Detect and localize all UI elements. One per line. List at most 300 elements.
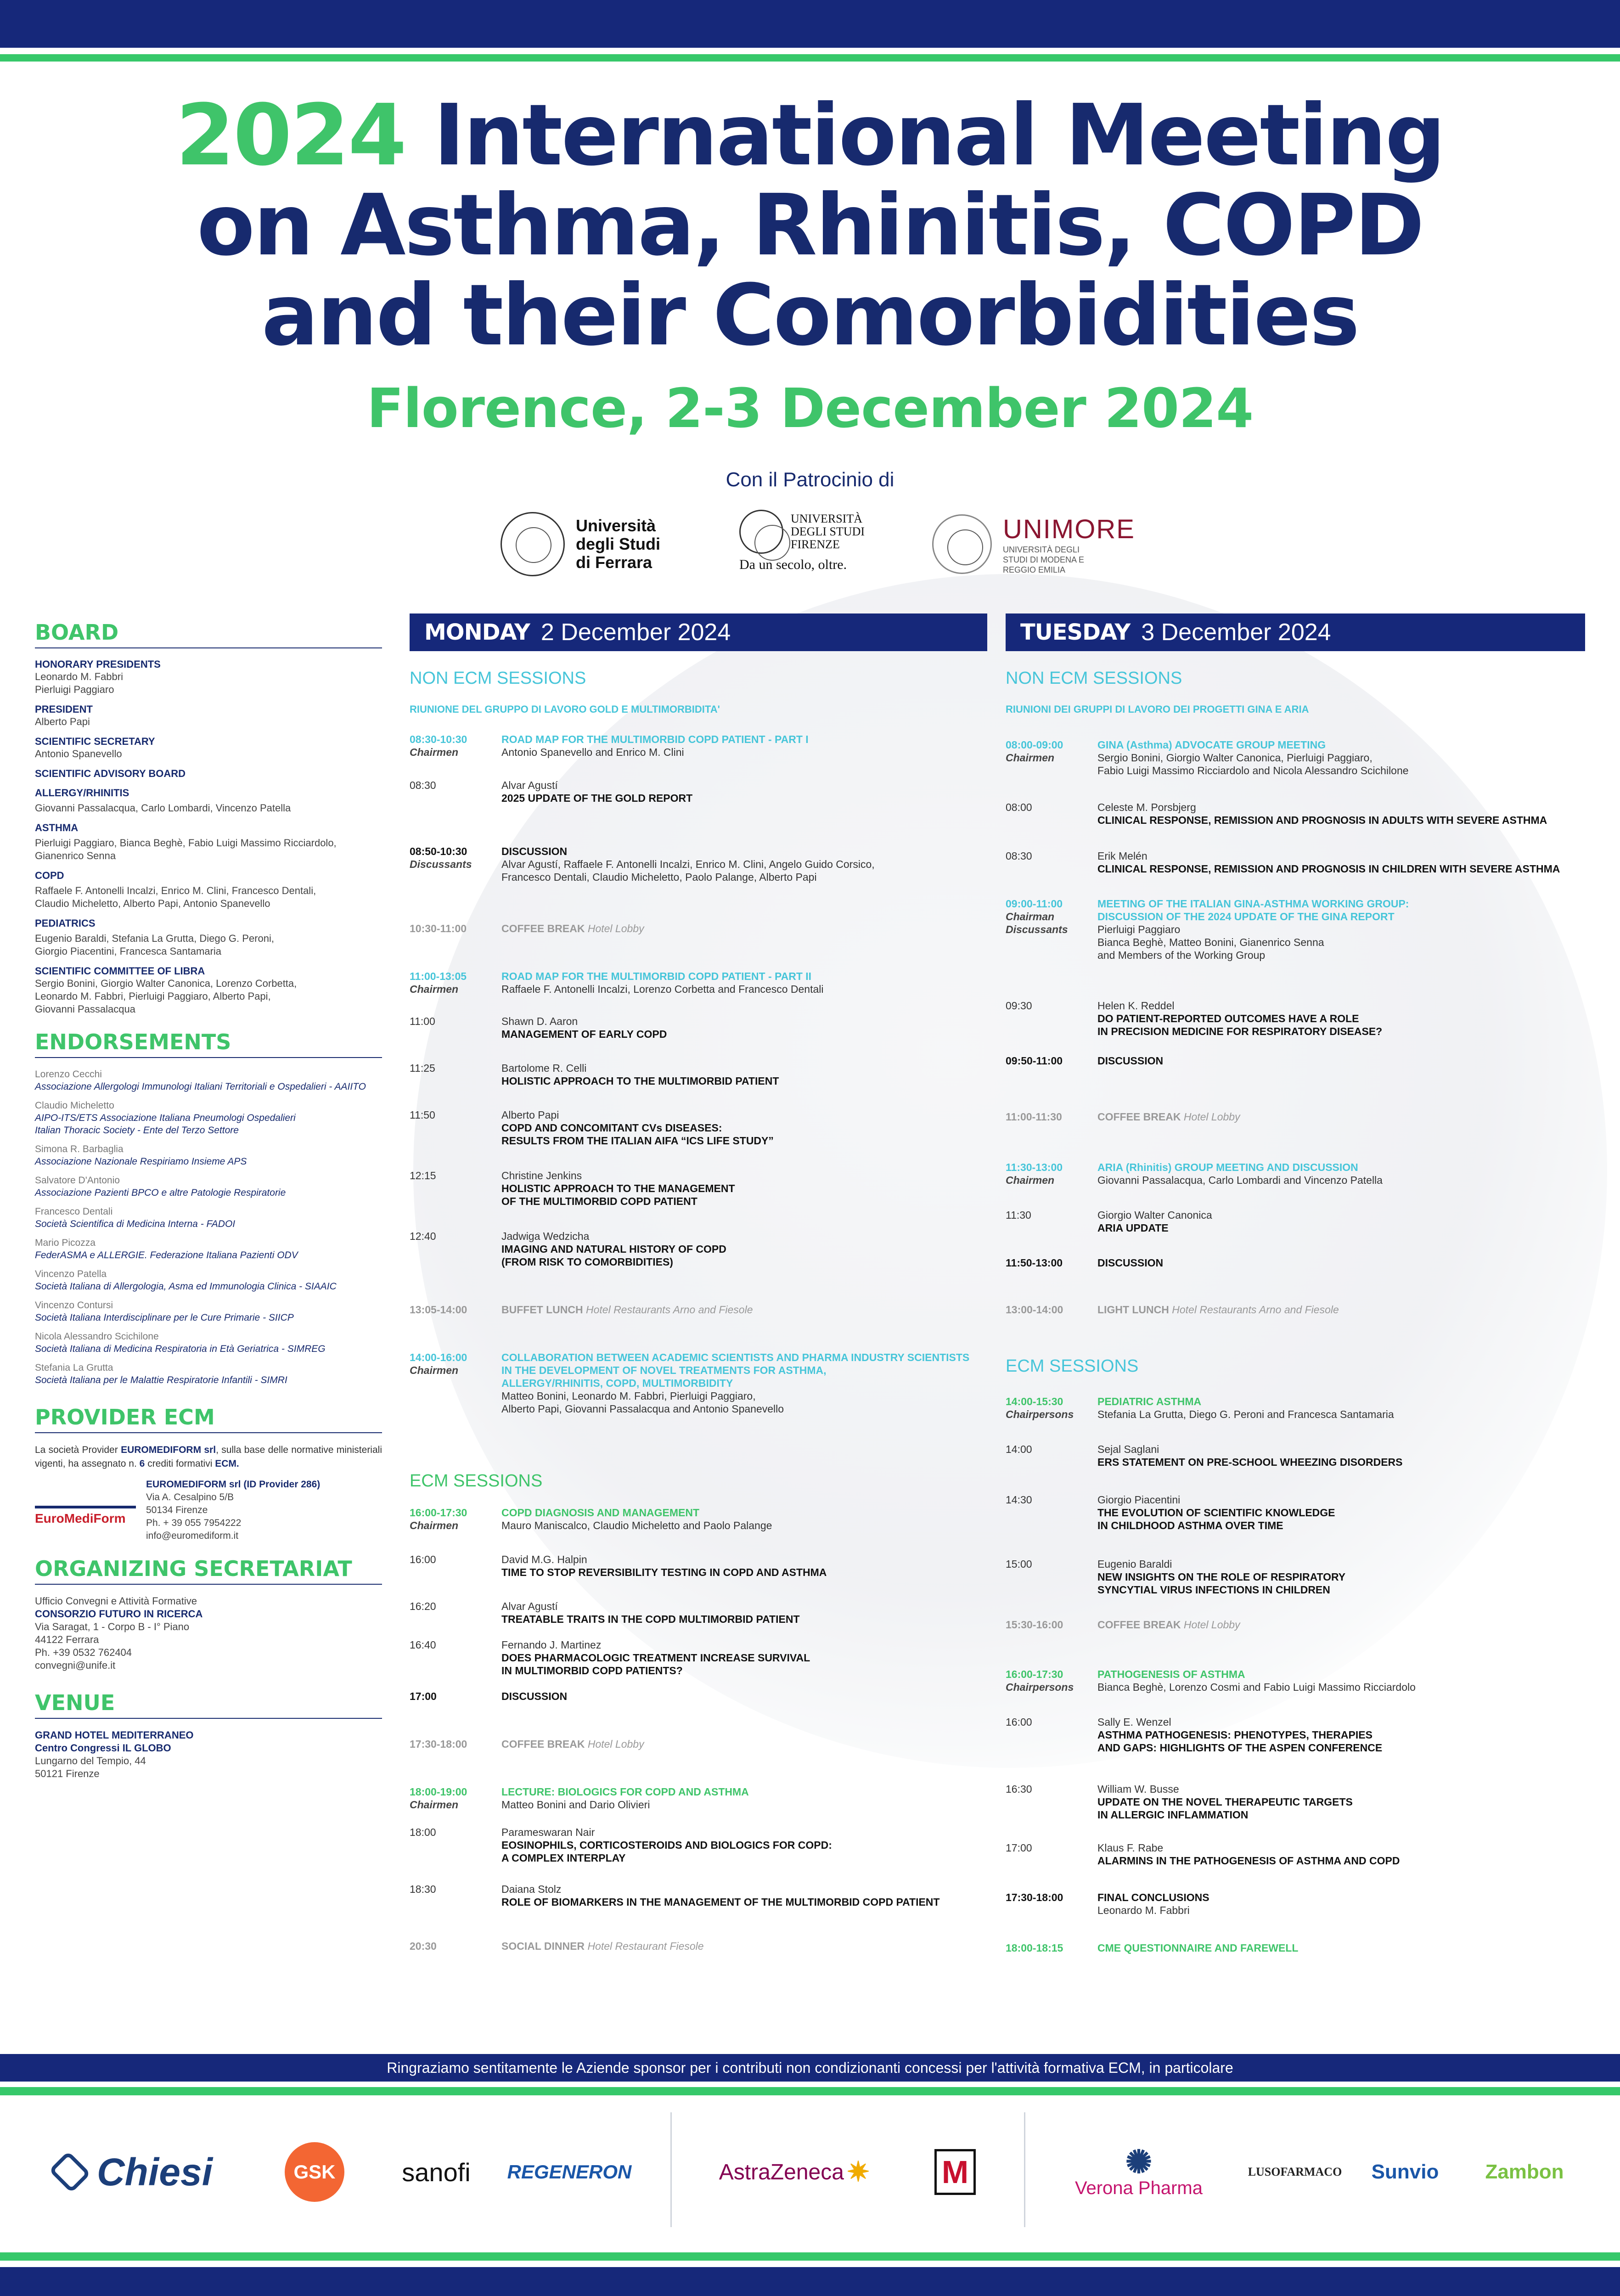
row-content [501, 845, 988, 884]
session-chairs: Raffaele F. Antonelli Incalzi, Lorenzo Corbetta and Francesco Dentali [501, 983, 824, 995]
row-content [501, 1785, 988, 1811]
speaker-name: Sally E. Wenzel [1097, 1716, 1171, 1728]
row-role: Chairman Discussants [1006, 911, 1068, 935]
speaker-name: Erik Melén [1097, 850, 1148, 862]
unifi-seal-icon [739, 510, 783, 554]
row-content [501, 1690, 988, 1703]
board-groups [35, 658, 382, 1016]
verona-pharma-logo [1052, 2103, 1226, 2241]
talk-title: ALARMINS IN THE PATHOGENESIS OF ASTHMA AND COPD [1097, 1855, 1400, 1867]
row-time [410, 1109, 501, 1121]
speaker-name: Sejal Saglani [1097, 1443, 1159, 1455]
row-content [1097, 1395, 1584, 1421]
provider-details [146, 1478, 320, 1542]
row-time [410, 922, 501, 935]
sunvio-logo [1359, 2103, 1451, 2241]
endorsement-item [35, 1099, 382, 1137]
endorsement-org: Associazione Allergologi Immunologi Italiani Territoriali e Ospedalieri - AAIITO [35, 1081, 366, 1092]
speaker-name: Shawn D. Aaron [501, 1015, 578, 1027]
row-time [1006, 1256, 1097, 1269]
row-content [1097, 1303, 1584, 1316]
row-time-value: 16:40 [410, 1639, 436, 1651]
row-time-value: 08:50-10:30 [410, 845, 467, 857]
row-content [501, 1883, 988, 1908]
zambon-text: Zambon [1485, 2161, 1564, 2183]
board-group-names: Raffaele F. Antonelli Incalzi, Enrico M. Clini, Francesco Dentali, Claudio Micheletto, Alberto Papi, Antonio Spanevello [35, 885, 316, 909]
endorsement-name: Stefania La Grutta [35, 1362, 113, 1373]
sanofi-text: sanofi [402, 2157, 471, 2187]
endorsement-item [35, 1068, 382, 1093]
row-time [410, 779, 501, 792]
row-time [1006, 801, 1097, 814]
row-time [410, 1062, 501, 1075]
row-time [1006, 1941, 1097, 1954]
row-time-value: 14:00-15:30 [1006, 1396, 1063, 1407]
row-content [501, 1062, 988, 1087]
endorsement-name: Nicola Alessandro Scichilone [35, 1331, 159, 1342]
board-group-names: Antonio Spanevello [35, 748, 122, 760]
row-content [1097, 801, 1584, 827]
break-item [1097, 1303, 1584, 1316]
talk-title: DO PATIENT-REPORTED OUTCOMES HAVE A ROLE IN PRECISION MEDICINE FOR RESPIRATORY DISEASE? [1097, 1013, 1383, 1037]
row-time-value: 08:30-10:30 [410, 733, 467, 745]
talk-title: 2025 UPDATE OF THE GOLD REPORT [501, 792, 693, 804]
row-time-value: 08:00-09:00 [1006, 739, 1063, 751]
row-time [410, 1351, 501, 1377]
row-content [1097, 897, 1584, 962]
chiesi-logo [32, 2103, 234, 2241]
row-content [1097, 738, 1584, 777]
row-role: Chairmen [410, 746, 459, 758]
session-title: PATHOGENESIS OF ASTHMA [1097, 1668, 1245, 1680]
board-group-title: COPD [35, 870, 64, 881]
talk-title: NEW INSIGHTS ON THE ROLE OF RESPIRATORY SYNCYTIAL VIRUS INFECTIONS IN CHILDREN [1097, 1571, 1346, 1596]
speaker-name: Christine Jenkins [501, 1170, 582, 1182]
row-content [1097, 999, 1584, 1038]
row-content [501, 1638, 988, 1677]
row-content [1097, 1716, 1584, 1754]
row-content [501, 1738, 988, 1750]
menarini-logo [928, 2103, 983, 2241]
row-time-value: 13:05-14:00 [410, 1304, 467, 1316]
row-time [410, 1600, 501, 1613]
session-chairs: Giovanni Passalacqua, Carlo Lombardi and Vincenzo Patella [1097, 1174, 1383, 1186]
break-title: SOCIAL DINNER [501, 1940, 585, 1952]
row-time [410, 1506, 501, 1532]
row-time-value: 16:00-17:30 [1006, 1668, 1063, 1680]
board-group-names: Alberto Papi [35, 716, 90, 727]
row-time [1006, 1110, 1097, 1123]
row-time-value: 09:00-11:00 [1006, 898, 1063, 910]
row-time [1006, 850, 1097, 862]
break-place: Hotel Restaurants Arno and Fiesole [585, 1304, 753, 1316]
row-content [501, 1169, 988, 1208]
row-time-value: 11:00-13:05 [410, 970, 467, 982]
unifi-name: UNIVERSITÀ DEGLI STUDI FIRENZE [791, 512, 865, 551]
top-navy-band [0, 0, 1620, 48]
zambon-logo [1469, 2103, 1580, 2241]
talk-title: CLINICAL RESPONSE, REMISSION AND PROGNOSIS IN ADULTS WITH SEVERE ASTHMA [1097, 814, 1547, 826]
row-content [1097, 1443, 1584, 1469]
menarini-text: M [934, 2149, 976, 2195]
verona-text: Verona Pharma [1075, 2178, 1203, 2198]
monday-column [410, 613, 987, 1952]
row-content [1097, 1841, 1584, 1867]
row-time-value: 16:00-17:30 [410, 1507, 467, 1519]
row-time [1006, 999, 1097, 1012]
astrazeneca-logo [707, 2103, 882, 2241]
talk-title: ASTHMA PATHOGENESIS: PHENOTYPES, THERAPIES AND GAPS: HIGHLIGHTS OF THE ASPEN CONFERENCE [1097, 1729, 1383, 1754]
sponsor-thanks-bar: Ringraziamo sentitamente le Aziende sponsor per i contributi non condizionanti concessi per l'attività formativa ECM, in particolare [0, 2054, 1620, 2082]
board-heading: BOARD [35, 620, 382, 648]
tuesday-column [1006, 613, 1585, 1954]
row-content [501, 1940, 988, 1953]
speaker-name: Alberto Papi [501, 1109, 559, 1121]
session-chairs: Bianca Beghè, Lorenzo Cosmi and Fabio Luigi Massimo Ricciardolo [1097, 1681, 1416, 1693]
break-place: Hotel Lobby [587, 1738, 644, 1750]
talk-title: IMAGING AND NATURAL HISTORY OF COPD (FROM RISK TO COMORBIDITIES) [501, 1243, 726, 1268]
speaker-name: William W. Busse [1097, 1783, 1179, 1795]
talk-title: CLINICAL RESPONSE, REMISSION AND PROGNOSIS IN CHILDREN WITH SEVERE ASTHMA [1097, 863, 1560, 875]
row-content [501, 1826, 988, 1864]
row-time [1006, 1303, 1097, 1316]
endorsements-heading: ENDORSEMENTS [35, 1030, 382, 1058]
secretariat-heading: ORGANIZING SECRETARIAT [35, 1556, 382, 1585]
final-title: FINAL CONCLUSIONS [1097, 1891, 1209, 1903]
tuesday-ecm-heading: ECM SESSIONS [1006, 1356, 1139, 1376]
gsk-text: GSK [285, 2142, 344, 2202]
break-item [501, 1940, 988, 1953]
astrazeneca-text: AstraZeneca [719, 2160, 844, 2184]
unife-name: Università degli Studi di Ferrara [576, 516, 660, 572]
speaker-name: Fernando J. Martinez [501, 1639, 602, 1651]
patronage-label: Con il Patrocinio di [726, 468, 894, 491]
talk-title: MANAGEMENT OF EARLY COPD [501, 1028, 667, 1040]
row-role: Chairpersons [1006, 1681, 1074, 1693]
board-group-names: Giovanni Passalacqua, Carlo Lombardi, Vincenzo Patella [35, 802, 291, 814]
monday-ecm-heading: ECM SESSIONS [410, 1471, 543, 1491]
endorsement-org: Società Scientifica di Medicina Interna - FADOI [35, 1219, 236, 1229]
talk-title: HOLISTIC APPROACH TO THE MANAGEMENT OF THE MULTIMORBID COPD PATIENT [501, 1182, 735, 1207]
lusofarmaco-text: LUSOFARMACO [1248, 2165, 1342, 2178]
secretariat-address: Via Saragat, 1 - Corpo B - I° Piano 44122 Ferrara Ph. +39 0532 762404 convegni@unife.it [35, 1621, 190, 1671]
session-chairs: Matteo Bonini and Dario Olivieri [501, 1799, 650, 1811]
board-group-title: SCIENTIFIC COMMITTEE OF LIBRA [35, 965, 205, 977]
endorsement-name: Vincenzo Patella [35, 1269, 107, 1279]
gsk-logo [280, 2103, 349, 2241]
verona-burst-icon: ✺ [1125, 2144, 1153, 2180]
session-title: MEETING OF THE ITALIAN GINA-ASTHMA WORKING GROUP: DISCUSSION OF THE 2024 UPDATE OF THE GINA REPORT [1097, 898, 1409, 923]
row-time-value: 18:00 [410, 1826, 436, 1838]
row-time-value: 15:30-16:00 [1006, 1619, 1063, 1631]
regeneron-logo [491, 2103, 647, 2241]
row-time [1006, 1841, 1097, 1854]
row-role: Chairmen [1006, 1174, 1055, 1186]
endorsement-item [35, 1362, 382, 1386]
euromediform-logo [35, 1506, 136, 1542]
endorsement-name: Francesco Dentali [35, 1206, 113, 1217]
talk-title: THE EVOLUTION OF SCIENTIFIC KNOWLEDGE IN CHILDHOOD ASTHMA OVER TIME [1097, 1507, 1335, 1531]
session-title: ARIA (Rhinitis) GROUP MEETING AND DISCUSSION [1097, 1161, 1358, 1173]
break-title: COFFEE BREAK [1097, 1619, 1181, 1631]
board-group-names: Pierluigi Paggiaro, Bianca Beghè, Fabio Luigi Massimo Ricciardolo, Gianenrico Senna [35, 837, 337, 861]
speaker-name: Klaus F. Rabe [1097, 1842, 1164, 1854]
row-time-value: 17:30-18:00 [1006, 1891, 1063, 1903]
row-time-value: 18:00-18:15 [1006, 1942, 1063, 1954]
speaker-name: Parameswaran Nair [501, 1826, 595, 1838]
endorsement-org: Società Italiana di Medicina Respiratoria in Età Geriatrica - SIMREG [35, 1344, 326, 1354]
row-time [1006, 897, 1097, 936]
session-chairs: Pierluigi Paggiaro Bianca Beghè, Matteo Bonini, Gianenrico Senna and Members of the Working Group [1097, 923, 1324, 961]
unimore-name: UNIMORE [1003, 514, 1135, 544]
row-role: Chairmen [1006, 752, 1055, 764]
session-title: CME QUESTIONNAIRE AND FAREWELL [1097, 1942, 1299, 1954]
provider-text-mid: , sulla base delle normative ministeriali vigenti, ha assegnato n. [35, 1445, 382, 1469]
row-content [1097, 1110, 1584, 1123]
discussion-title: DISCUSSION [501, 1690, 568, 1702]
row-role: Chairmen [410, 1519, 459, 1531]
page-subtitle: Florence, 2-3 December 2024 [366, 377, 1254, 440]
unimore-seal-icon [932, 514, 992, 574]
session-title: COLLABORATION BETWEEN ACADEMIC SCIENTISTS AND PHARMA INDUSTRY SCIENTISTS IN THE DEVELOPMENT OF NOVEL TREATMENTS FOR ASTHMA, ALLERGY/RHINITIS, COPD, MULTIMORBIDITY [501, 1351, 970, 1389]
row-time-value: 18:00-19:00 [410, 1786, 467, 1798]
row-time-value: 16:00 [410, 1553, 436, 1565]
row-time [1006, 1054, 1097, 1067]
row-time-value: 14:30 [1006, 1494, 1032, 1506]
row-time [410, 1553, 501, 1566]
row-time [410, 845, 501, 871]
row-time [1006, 1209, 1097, 1221]
speaker-name: Bartolome R. Celli [501, 1062, 587, 1074]
sponsor-divider-2 [1024, 2112, 1025, 2227]
row-time [410, 1785, 501, 1811]
session-title: LECTURE: BIOLOGICS FOR COPD AND ASTHMA [501, 1786, 749, 1798]
chiesi-text: Chiesi [96, 2150, 213, 2194]
row-time-value: 17:00 [1006, 1842, 1032, 1854]
logo-unifi [739, 510, 865, 579]
talk-title: ARIA UPDATE [1097, 1222, 1169, 1234]
provider-text [35, 1443, 382, 1471]
break-item [501, 922, 988, 935]
provider-company: EUROMEDIFORM srl (ID Provider 286) [146, 1479, 321, 1490]
row-content [501, 1553, 988, 1579]
board-group-title: PEDIATRICS [35, 917, 96, 929]
board-group-title: ALLERGY/RHINITIS [35, 787, 129, 799]
session-title: PEDIATRIC ASTHMA [1097, 1396, 1202, 1407]
row-time [1006, 1161, 1097, 1187]
row-time-value: 11:50 [410, 1109, 435, 1121]
venue-heading: VENUE [35, 1690, 382, 1719]
astrazeneca-mark-icon: ✷ [846, 2156, 870, 2187]
row-time-value: 09:30 [1006, 1000, 1032, 1012]
row-time [410, 1230, 501, 1243]
row-time [1006, 1891, 1097, 1904]
logo-unife [501, 510, 660, 579]
endorsement-org: AIPO-ITS/ETS Associazione Italiana Pneumologi Ospedalieri Italian Thoracic Society - Ente del Terzo Settore [35, 1113, 296, 1136]
logo-unimore [932, 510, 1135, 579]
row-time [1006, 1558, 1097, 1570]
euromediform-logo-bar [35, 1506, 136, 1508]
row-time [1006, 1493, 1097, 1506]
row-time [410, 1738, 501, 1750]
session-chairs: Antonio Spanevello and Enrico M. Clini [501, 746, 684, 758]
speaker-name: Giorgio Piacentini [1097, 1494, 1181, 1506]
sanofi-logo [390, 2103, 482, 2241]
provider-heading: PROVIDER ECM [35, 1405, 382, 1433]
break-place: Hotel Lobby [1183, 1111, 1240, 1123]
row-content [1097, 1558, 1584, 1596]
break-title: COFFEE BREAK [501, 1738, 585, 1750]
speaker-name: Alvar Agustí [501, 779, 558, 791]
speaker-name: Helen K. Reddel [1097, 1000, 1175, 1012]
tuesday-date: 3 December 2024 [1141, 619, 1331, 646]
row-time-value: 17:30-18:00 [410, 1738, 467, 1750]
endorsement-item [35, 1205, 382, 1230]
row-time [410, 1826, 501, 1839]
row-content [1097, 850, 1584, 875]
talk-title: TREATABLE TRAITS IN THE COPD MULTIMORBID PATIENT [501, 1613, 800, 1625]
board-group-names: Leonardo M. Fabbri Pierluigi Paggiaro [35, 671, 123, 695]
regeneron-text: REGENERON [507, 2161, 632, 2183]
provider-ecm: ECM. [215, 1458, 239, 1469]
bottom-green-band [0, 2252, 1620, 2261]
row-time-value: 08:30 [1006, 850, 1032, 862]
provider-name-bold: EUROMEDIFORM srl [121, 1445, 216, 1455]
break-title: LIGHT LUNCH [1097, 1304, 1169, 1316]
row-time [1006, 1668, 1097, 1694]
sponsor-green-band [0, 2087, 1620, 2095]
title-year: 2024 [175, 86, 405, 185]
page-title-line-2: on Asthma, Rhinitis, COPD [197, 176, 1423, 275]
row-time [1006, 738, 1097, 764]
endorsement-org: Società Italiana per le Malattie Respiratorie Infantili - SIMRI [35, 1375, 287, 1385]
venue-center: Centro Congressi IL GLOBO [35, 1742, 171, 1754]
session-chairs: Stefania La Grutta, Diego G. Peroni and Francesca Santamaria [1097, 1408, 1394, 1420]
row-role: Discussants [410, 858, 472, 870]
page-title-line-3: and their Comorbidities [261, 266, 1359, 365]
row-content [501, 1600, 988, 1626]
board-group-title: PRESIDENT [35, 703, 93, 715]
row-time-value: 08:00 [1006, 801, 1032, 813]
sidebar [35, 620, 382, 1780]
row-time-value: 12:15 [410, 1170, 436, 1182]
session-title: ROAD MAP FOR THE MULTIMORBID COPD PATIENT - PART I [501, 733, 809, 745]
row-content [1097, 1054, 1584, 1067]
title-line-1: International Meeting [433, 86, 1445, 185]
speaker-name: Jadwiga Wedzicha [501, 1230, 590, 1242]
talk-title: HOLISTIC APPROACH TO THE MULTIMORBID PATIENT [501, 1075, 779, 1087]
row-role: Chairmen [410, 1799, 459, 1811]
provider-box [35, 1478, 382, 1542]
row-time-value: 16:20 [410, 1600, 436, 1612]
unimore-sub: UNIVERSITÀ DEGLI STUDI DI MODENA E REGGIO EMILIA [1003, 545, 1085, 574]
chiesi-mark-icon [49, 2151, 91, 2193]
endorsement-item [35, 1299, 382, 1324]
row-content [501, 1351, 988, 1415]
break-place: Hotel Lobby [587, 923, 644, 934]
row-content [1097, 1209, 1584, 1234]
final-speaker: Leonardo M. Fabbri [1097, 1904, 1190, 1916]
break-item [501, 1303, 988, 1316]
endorsement-org: Associazione Nazionale Respiriamo Insieme APS [35, 1156, 247, 1167]
row-content [501, 1303, 988, 1316]
endorsement-name: Salvatore D'Antonio [35, 1175, 120, 1186]
euromediform-logo-text: EuroMediForm [35, 1511, 126, 1525]
speaker-name: David M.G. Halpin [501, 1553, 587, 1565]
row-time [1006, 1618, 1097, 1631]
row-time [410, 1015, 501, 1028]
row-role: Chairmen [410, 1364, 459, 1376]
talk-title: DOES PHARMACOLOGIC TREATMENT INCREASE SURVIVAL IN MULTIMORBID COPD PATIENTS? [501, 1652, 810, 1677]
row-time-value: 16:00 [1006, 1716, 1032, 1728]
board-group-title: SCIENTIFIC ADVISORY BOARD [35, 768, 186, 779]
row-time [1006, 1716, 1097, 1728]
speaker-name: Alvar Agustí [501, 1600, 558, 1612]
board-group-names: Eugenio Baraldi, Stefania La Grutta, Diego G. Peroni, Giorgio Piacentini, Francesca Santamaria [35, 933, 274, 957]
monday-non-ecm-heading: NON ECM SESSIONS [410, 669, 586, 688]
endorsement-name: Claudio Micheletto [35, 1100, 114, 1111]
row-time [1006, 1783, 1097, 1795]
endorsement-org: Associazione Pazienti BPCO e altre Patologie Respiratorie [35, 1187, 286, 1198]
session-title: GINA (Asthma) ADVOCATE GROUP MEETING [1097, 739, 1326, 751]
row-role: Chairpersons [1006, 1408, 1074, 1420]
row-time-value: 11:30-13:00 [1006, 1161, 1063, 1173]
break-item [1097, 1110, 1584, 1123]
talk-title: ERS STATEMENT ON PRE-SCHOOL WHEEZING DISORDERS [1097, 1456, 1403, 1468]
sponsor-divider-1 [670, 2112, 672, 2227]
tuesday-day: TUESDAY [1020, 619, 1131, 645]
row-time-value: 11:30 [1006, 1209, 1031, 1221]
row-time [1006, 1443, 1097, 1456]
tuesday-non-ecm-sub: RIUNIONI DEI GRUPPI DI LAVORO DEI PROGETTI GINA E ARIA [1006, 703, 1309, 715]
endorsement-item [35, 1237, 382, 1261]
provider-address: Via A. Cesalpino 5/B 50134 Firenze Ph. + 39 055 7954222 info@euromediform.it [146, 1492, 242, 1541]
tuesday-non-ecm-heading: NON ECM SESSIONS [1006, 669, 1182, 688]
bottom-navy-band [0, 2267, 1620, 2296]
endorsement-name: Simona R. Barbaglia [35, 1144, 124, 1154]
row-content [1097, 1493, 1584, 1532]
break-place: Hotel Restaurant Fiesole [587, 1940, 704, 1952]
endorsement-name: Vincenzo Contursi [35, 1300, 113, 1311]
break-title: COFFEE BREAK [1097, 1111, 1181, 1123]
row-time-value: 11:25 [410, 1062, 435, 1074]
row-time-value: 11:00 [410, 1015, 435, 1027]
board-group-title: SCIENTIFIC SECRETARY [35, 736, 155, 747]
row-time-value: 14:00-16:00 [410, 1351, 467, 1363]
board-group-title: ASTHMA [35, 822, 79, 833]
endorsement-org: Società Italiana Interdisciplinare per le Cure Primarie - SIICP [35, 1312, 294, 1323]
row-content [1097, 1891, 1584, 1917]
endorsement-item [35, 1268, 382, 1293]
sponsor-logos [0, 2103, 1620, 2241]
row-content [501, 733, 988, 759]
row-content [501, 1230, 988, 1268]
row-time [410, 1940, 501, 1953]
sunvio-text: Sunvio [1371, 2161, 1439, 2183]
row-content [1097, 1618, 1584, 1631]
endorsement-org: FederASMA e ALLERGIE. Federazione Italiana Pazienti ODV [35, 1250, 298, 1261]
row-time-value: 16:30 [1006, 1783, 1032, 1795]
row-content [1097, 1256, 1584, 1269]
provider-text-post: crediti formativi [145, 1458, 215, 1469]
row-time-value: 08:30 [410, 779, 436, 791]
row-time-value: 20:30 [410, 1940, 437, 1952]
unifi-motto: Da un secolo, oltre. [739, 557, 847, 572]
session-title: COPD DIAGNOSIS AND MANAGEMENT [501, 1507, 700, 1519]
endorsements-list [35, 1068, 382, 1386]
row-content [501, 779, 988, 805]
row-time-value: 12:40 [410, 1230, 436, 1242]
